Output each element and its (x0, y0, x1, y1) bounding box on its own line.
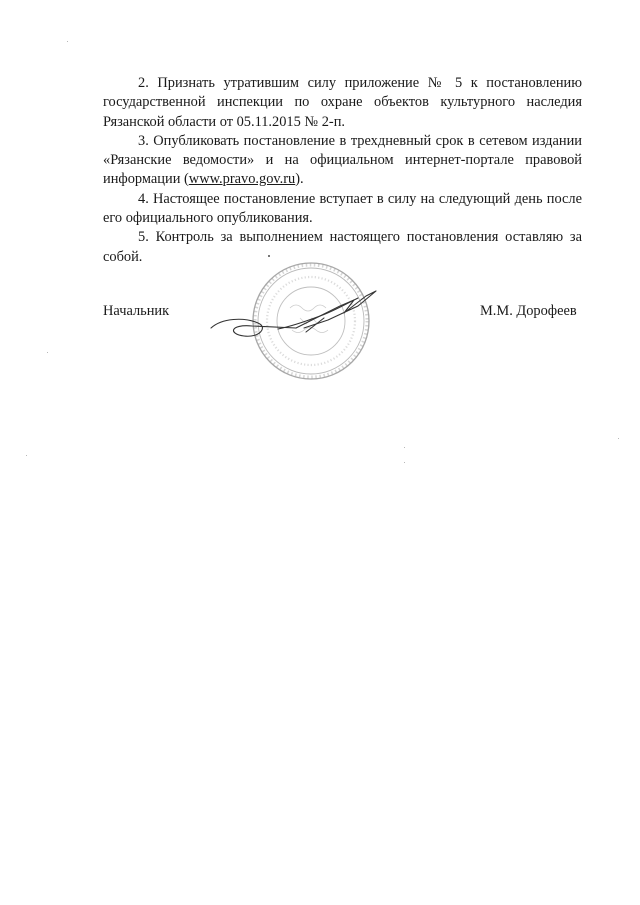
scan-speck (47, 352, 48, 353)
paragraph-2: 2. Признать утратившим силу приложение № 5 к постановлению государственной инспекции по охране объектов культурного наследия Рязанской области от 05.11.2015 № 2-п. (103, 75, 582, 130)
scan-speck (268, 255, 270, 257)
paragraph-3-text-start: 3. Опубликовать постановление в трехдневный срок в сетевом издании «Рязанские ведомости» и на официальном интернет-портале правовой информации ( (103, 132, 582, 188)
paragraph-3 (103, 132, 582, 190)
paragraph-3-text-end: ). (295, 171, 304, 188)
paragraph-5: 5. Контроль за выполнением настоящего постановления оставляю за собой. (103, 229, 582, 265)
scan-speck (404, 447, 405, 448)
signatory-name: М.М. Дорофеев (480, 303, 577, 319)
signatory-title: Начальник (103, 303, 170, 319)
scan-speck (404, 462, 405, 463)
official-seal-with-signature (208, 258, 393, 393)
handwritten-signature (211, 291, 376, 336)
scan-speck (26, 455, 27, 456)
pravo-link[interactable]: www.pravo.gov.ru (188, 171, 296, 188)
document-body (103, 74, 582, 267)
scan-speck (67, 41, 68, 42)
paragraph-4: 4. Настоящее постановление вступает в силу на следующий день после его официального опубликования. (103, 190, 582, 227)
scan-speck (618, 438, 619, 439)
